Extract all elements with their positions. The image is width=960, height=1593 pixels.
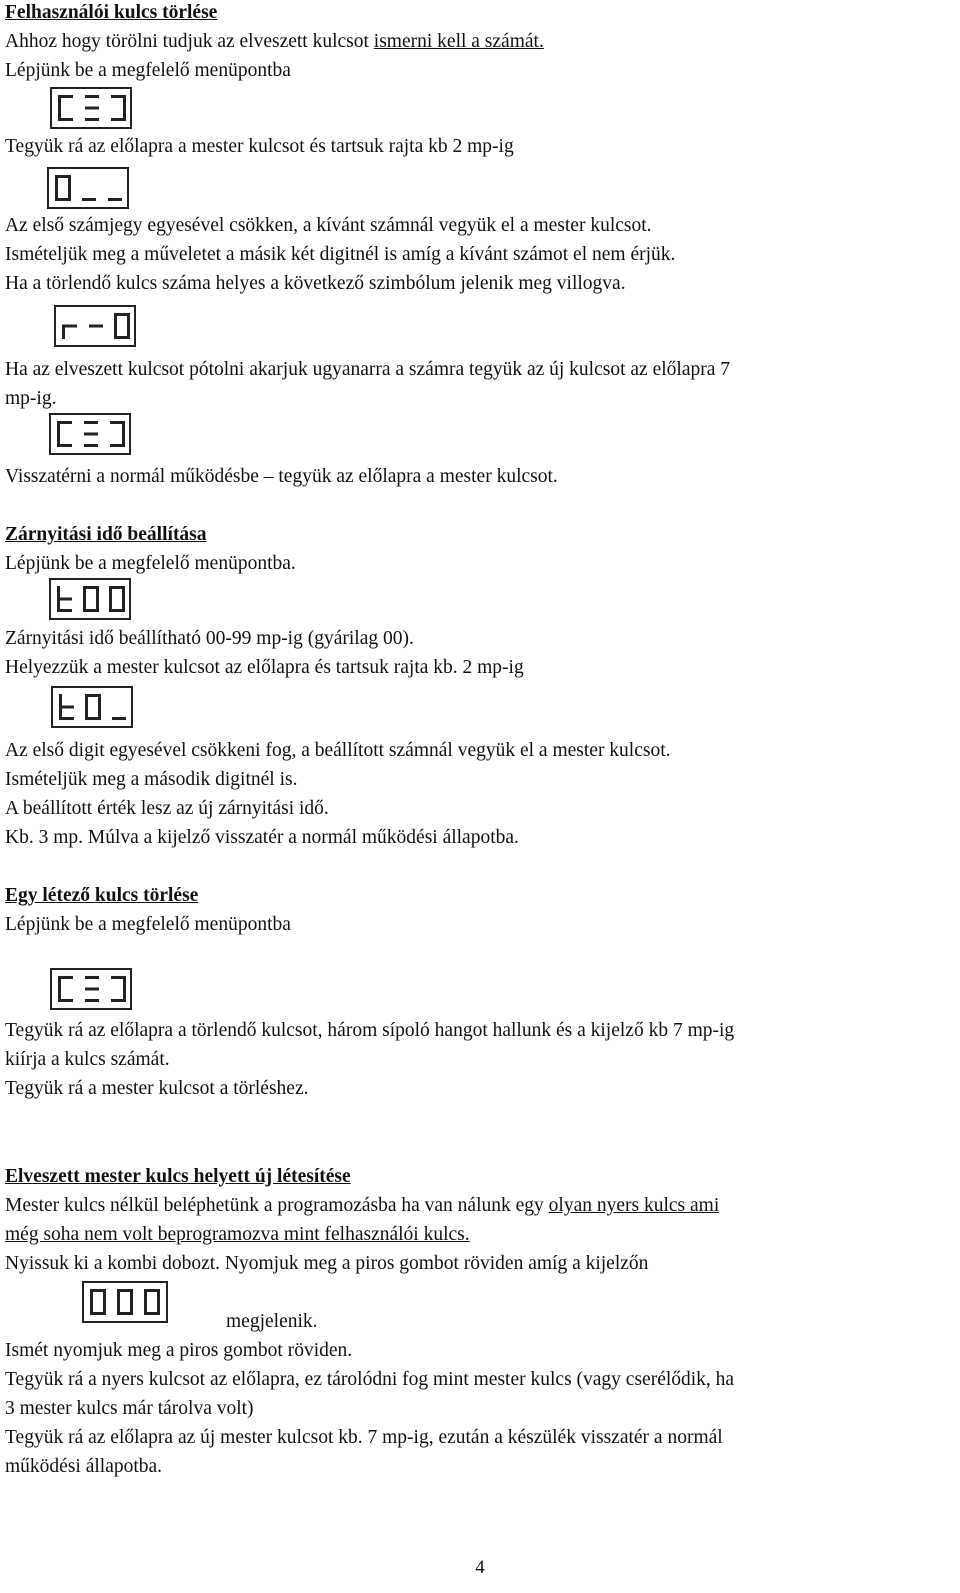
text-line: mp-ig. xyxy=(5,388,57,409)
segment-display-icon xyxy=(49,578,133,622)
section-heading: Elveszett mester kulcs helyett új létesítése xyxy=(5,1166,351,1187)
text-line: Lépjünk be a megfelelő menüpontba xyxy=(5,914,291,935)
text-line: Lépjünk be a megfelelő menüpontba. xyxy=(5,553,296,574)
segment-display-icon xyxy=(50,968,134,1012)
text-line: Az első számjegy egyesével csökken, a kívánt számnál vegyük el a mester kulcsot. xyxy=(5,215,652,236)
segment-display-icon xyxy=(49,413,133,457)
segment-display-icon xyxy=(51,686,135,730)
text-line: Nyissuk ki a kombi dobozt. Nyomjuk meg a piros gombot röviden amíg a kijelzőn xyxy=(5,1253,649,1274)
text-line: Az első digit egyesével csökkeni fog, a beállított számnál vegyük el a mester kulcsot. xyxy=(5,740,671,761)
text-line: megjelenik. xyxy=(226,1311,318,1332)
text-line: kiírja a kulcs számát. xyxy=(5,1049,170,1070)
text-line: Ahhoz hogy törölni tudjuk az elveszett kulcsot ismerni kell a számát. xyxy=(5,31,544,52)
text-line: Mester kulcs nélkül beléphetünk a programozásba ha van nálunk egy olyan nyers kulcs ami xyxy=(5,1195,720,1216)
segment-display-icon xyxy=(54,305,138,349)
text-line: Tegyük rá a nyers kulcsot az előlapra, ez tárolódni fog mint mester kulcs (vagy cserélődik, ha xyxy=(5,1369,735,1390)
text-line: Tegyük rá az előlapra az új mester kulcsot kb. 7 mp-ig, ezután a készülék visszatér a normál xyxy=(5,1427,723,1448)
text-line: Ismételjük meg a műveletet a másik két digitnél is amíg a kívánt számot el nem érjük. xyxy=(5,244,676,265)
text-line: A beállított érték lesz az új zárnyitási idő. xyxy=(5,798,329,819)
text-line: Tegyük rá az előlapra a mester kulcsot és tartsuk rajta kb 2 mp-ig xyxy=(5,136,514,157)
text-line: működési állapotba. xyxy=(5,1456,163,1477)
segment-display-icon xyxy=(47,167,131,211)
page-number: 4 xyxy=(475,1557,485,1578)
text-line: Visszatérni a normál működésbe – tegyük az előlapra a mester kulcsot. xyxy=(5,466,558,487)
text-line: Tegyük rá az előlapra a törlendő kulcsot, három sípoló hangot hallunk és a kijelző kb 7 mp-ig xyxy=(5,1020,735,1041)
text-line: Ha a törlendő kulcs száma helyes a következő szimbólum jelenik meg villogva. xyxy=(5,273,626,294)
section-heading: Egy létező kulcs törlése xyxy=(5,885,199,906)
text-line: Tegyük rá a mester kulcsot a törléshez. xyxy=(5,1078,309,1099)
segment-display-icon xyxy=(82,1281,170,1325)
text-line: 3 mester kulcs már tárolva volt) xyxy=(5,1398,254,1419)
section-heading: Zárnyitási idő beállítása xyxy=(5,524,207,545)
text-line: még soha nem volt beprogramozva mint felhasználói kulcs. xyxy=(5,1224,470,1245)
section-heading: Felhasználói kulcs törlése xyxy=(5,2,218,23)
text-line: Helyezzük a mester kulcsot az előlapra és tartsuk rajta kb. 2 mp-ig xyxy=(5,657,524,678)
text-line: Zárnyitási idő beállítható 00-99 mp-ig (gyárilag 00). xyxy=(5,628,414,649)
text-line: Ha az elveszett kulcsot pótolni akarjuk ugyanarra a számra tegyük az új kulcsot az előlapra 7 xyxy=(5,359,730,380)
segment-display-icon xyxy=(50,87,134,131)
text-line: Ismét nyomjuk meg a piros gombot röviden. xyxy=(5,1340,353,1361)
text-line: Ismételjük meg a második digitnél is. xyxy=(5,769,298,790)
text-line: Kb. 3 mp. Múlva a kijelző visszatér a normál működési állapotba. xyxy=(5,827,519,848)
text-line: Lépjünk be a megfelelő menüpontba xyxy=(5,60,291,81)
